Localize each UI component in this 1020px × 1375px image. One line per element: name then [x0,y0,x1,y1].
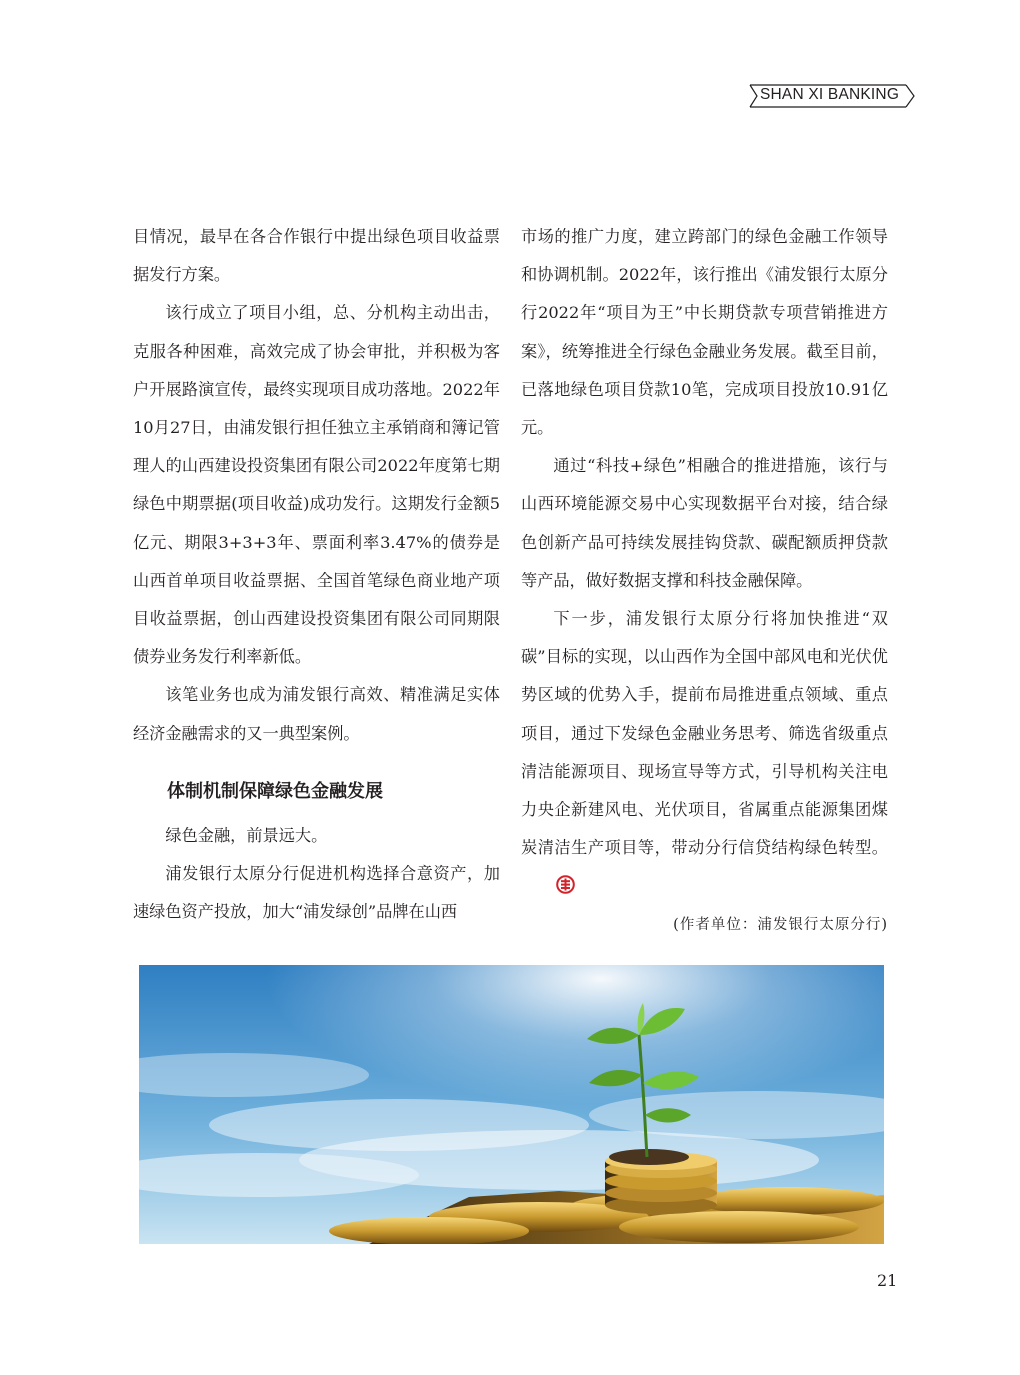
paragraph: 该笔业务也成为浦发银行高效、精准满足实体经济金融需求的又一典型案例。 [133,685,500,743]
paragraph: 目情况，最早在各合作银行中提出绿色项目收益票据发行方案。 [133,227,500,285]
paragraph: 通过“科技+绿色”相融合的推进措施，该行与山西环境能源交易中心实现数据平台对接，结合绿色创新产品可持续发展挂钩贷款、碳配额质押贷款等产品，做好数据支撑和科技金融保障。 [521,456,888,590]
section-heading: 体制机制保障绿色金融发展 [167,780,383,802]
paragraph: 绿色金融，前景远大。 [165,825,328,845]
paragraph-text: 下一步，浦发银行太原分行将加快推进“双碳”目标的实现，以山西作为全国中部风电和光伏优势区域的优势入手，提前布局推进重点领域、重点项目，通过下发绿色金融业务思考、筛选省级重点清洁能源项目、现场宣导等方式，引导机构关注电力央企新建风电、光伏项目，省属重点能源集团煤炭清洁生产项目等，带动分行信贷结构绿色转型。 [521,609,888,858]
header-badge-text: SHAN XI BANKING [760,86,900,103]
paragraph: 市场的推广力度，建立跨部门的绿色金融工作领导和协调机制。2022年，该行推出《浦发银行太原分行2022年“项目为王”中长期贷款专项营销推进方案》，统筹推进全行绿色金融业务发展。截至目前，已落地绿色项目贷款10笔，完成项目投放10.91亿元。 [521,227,888,438]
paragraph [521,600,888,909]
seedling-on-gold-coins-image [139,965,884,1244]
left-column [133,218,500,931]
author-byline: (作者单位：浦发银行太原分行) [673,917,888,933]
paragraph: 浦发银行太原分行促进机构选择合意资产，加速绿色资产投放，加大“浦发绿创”品牌在山西 [133,864,500,922]
paragraph: 该行成立了项目小组，总、分机构主动出击，克服各种困难，高效完成了协会审批，并积极为客户开展路演宣传，最终实现项目成功落地。2022年10月27日，由浦发银行担任独立主承销商和簿记管理人的山西建设投资集团有限公司2022年度第七期绿色中期票据(项目收益)成功发行。这期发行金额5亿元、期限3+3+3年、票面利率3.47%的债券是山西首单项目收益票据、全国首笔绿色商业地产项目收益票据，创山西建设投资集团有限公司同期限债券业务发行利率新低。 [133,303,500,667]
right-column [521,218,888,909]
page-number: 21 [877,1271,898,1290]
magazine-end-logo-icon [524,870,575,908]
